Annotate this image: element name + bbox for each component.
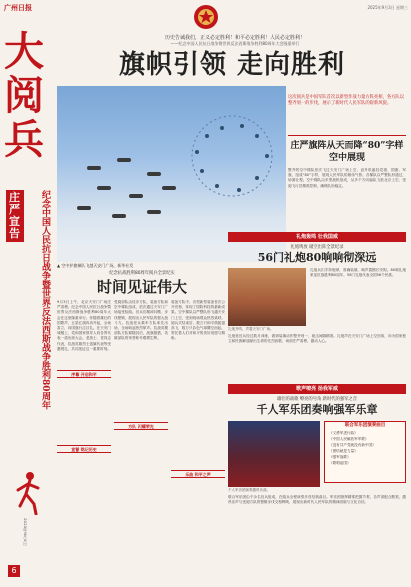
section-bar-salute: 礼炮轰鸣 壮我国威 [228, 232, 406, 242]
salute-body-2: 礼炮营官兵经过数月训练，做到装填动作整齐划一，射击间隔精准。礼炮声在天安门广场上空回荡，向为国家独立和民族解放献出生命的先烈致敬，场面庄严肃穆，激动人心。 [228, 334, 406, 344]
main-article-kicker: 纪念抗战胜利80周年阅兵全景纪实 [109, 271, 175, 276]
salute-photo-caption: 礼炮齐鸣，声震天安门广场。 [228, 327, 274, 331]
section-vertical-title: 纪念中国人民抗日战争暨世界反法西斯战争胜利80周年 [40, 190, 50, 410]
band-body: 联合军乐团由千余名官兵组成，在阅兵全程演奏多首经典曲目。军乐团指挥精准把握节奏，各声部配合默契，激昂乐声与受阅方队的铿锵步伐交相辉映，展现出新时代人民军队的精神面貌与文化自信。 [228, 495, 406, 505]
photo-caption: ▲ 空中护旗梯队飞越天安门广场。新华社发 [57, 263, 134, 268]
right-article-title: 庄严旗阵从天而降“80”字样空中展现 [290, 141, 404, 163]
lead-summary: 这次阅兵是中国军队首次以新型作战力量方阵亮相，各方队以整齐划一的步伐，展示了新时代人民军队的崭新风貌。 [288, 95, 405, 106]
main-article-text: 9月3日上午，北京天安门广场庄严肃穆。纪念中国人民抗日战争暨世界反法西斯战争胜利80周年大会在这里隆重举行。伴随着雄壮的国歌声，五星红旗冉冉升起，全场肃立，向国旗行注目礼。在天安门城楼上，党和国家领导人同各界代表一道出席大会。老战士、老同志代表，抗战英雄烈士遗属代表等受邀观礼，共同见证这一重要时刻。 [57, 300, 111, 351]
music-list-heading: 联合军乐团演奏曲目 [344, 423, 386, 428]
soldier-silhouette-icon [12, 470, 46, 515]
music-list-item: 《强军战歌》 [329, 455, 351, 459]
page-number: 6 [8, 565, 20, 577]
top-date: 2025年9月3日 星期三 [367, 5, 408, 10]
side-date: 2025年9月3日 [23, 518, 28, 546]
music-list-box [324, 421, 406, 483]
masthead-logo: 广州日报 [4, 4, 32, 12]
main-article-title: 时间见证伟大 [96, 278, 187, 296]
main-article-col-1 [57, 300, 111, 578]
main-article-col-2 [114, 300, 168, 578]
main-article-subhead: 序幕 开启和平 [57, 370, 111, 378]
section-bar-band: 歌声嘹亮 扬我军威 [228, 384, 406, 394]
music-list-item: 《义勇军进行曲》 [329, 431, 358, 435]
emblem-icon [189, 2, 223, 32]
music-list-item: 《歌唱祖国》 [329, 461, 351, 465]
music-list-item: 《中国人民解放军军歌》 [329, 437, 369, 441]
main-article-subhead: 方队 闪耀荣光 [114, 422, 168, 430]
salute-photo [228, 268, 306, 326]
salute-kicker: 礼炮鸣放 破空出阵全景纪录 [290, 245, 344, 250]
salute-title: 56门礼炮80响响彻深远 [257, 251, 377, 264]
main-article-subhead: 乐曲 和平之声 [171, 470, 225, 478]
headline-kicker-sub: ——纪念中国人民抗日战争暨世界反法西斯战争胜利80周年大会隆重举行 [170, 41, 300, 46]
main-article-col-3 [171, 300, 225, 578]
music-list-item: 《没有共产党就没有新中国》 [329, 443, 376, 447]
band-kicker: 雄壮的战歌 嘹亮的号角 新时代的强军之音 [276, 397, 358, 402]
band-title: 千人军乐团奏响强军乐章 [256, 403, 378, 416]
headline-kicker: 历史告诫我们，正义必定胜利！和平必定胜利！人民必定胜利！ [164, 35, 305, 41]
right-article-body: 整齐的空中梯队依次飞过天安门广场上空，直升机悬挂党旗、国旗、军旗，组成“80”字样，展现人民军队的雄伟气势。各梯队以严整队形通过，场面壮观。空中梯队由多型战机组成，从多个方向编队飞抵北京上空，受阅飞行员精准控制，确保队形稳定。 [288, 168, 406, 188]
section-sub-tag: 庄严宣告 [6, 190, 24, 242]
main-article-text: 受阅部队由徒步方队、装备方队和空中梯队组成，依次通过天安门广场接受检阅。官兵们精神抖擞、步伐铿锵，展现出人民军队的强大战斗力。抗战老兵乘车方队率先出场，全场响起热烈掌声。抗战英模部队方队紧随其后，战旗猎猎，英雄部队的荣誉称号熠熠生辉。 [114, 300, 168, 341]
main-article-subhead: 宣誓 铭记历史 [57, 445, 111, 453]
section-big-title: 大阅兵 [4, 28, 45, 163]
band-photo-caption: 千人军乐团演奏激昂乐曲。 [228, 488, 270, 492]
main-headline: 旗帜引领 走向胜利 [118, 50, 346, 80]
main-article-text: 装备方队中，各型新型装备首次公开亮相，体现了国防科技的最新成果。空中梯队以严整队形飞越天安门上空，受到现场观众热烈欢呼。阅兵式结束后，数万只和平鸽振翅高飞，数万只彩色气球腾空而起，寄托着人们对和平的美好祝愿与期盼。 [171, 300, 225, 341]
music-list-item: 《团结就是力量》 [329, 449, 358, 453]
salute-body-1: 礼炮兵们手持炮弹，准确装填，响声震撼长安街。80响礼炮象征抗战胜利80周年，56门礼炮代表全国56个民族。 [310, 268, 406, 278]
band-photo [228, 421, 320, 487]
